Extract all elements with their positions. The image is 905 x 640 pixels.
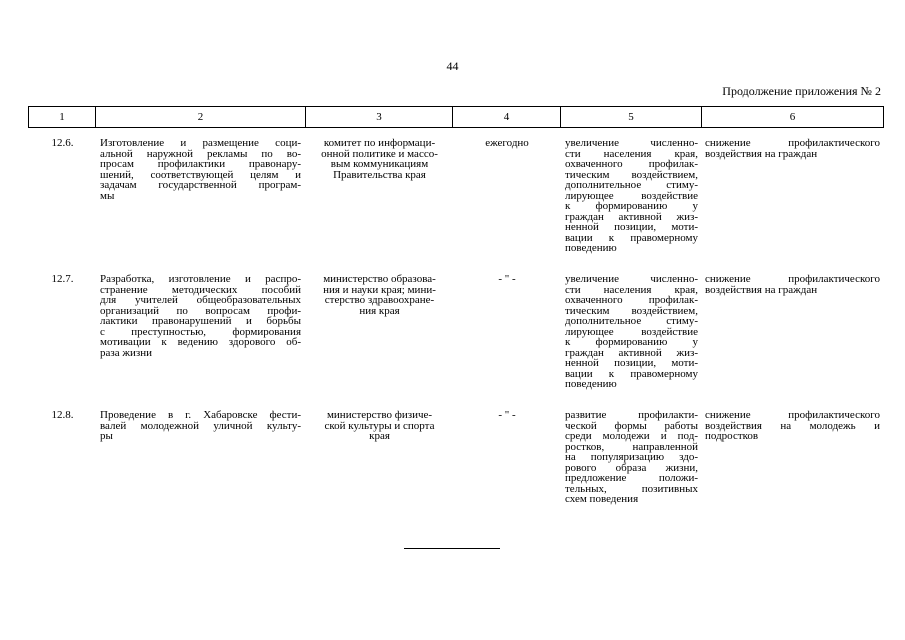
result-line: тельных, позитивных: [565, 482, 698, 495]
result-line: к формированию у: [565, 200, 698, 212]
header-col-3: 3: [306, 107, 453, 127]
page-number: 44: [446, 59, 459, 73]
result-line: охваченного профилак-: [565, 294, 698, 306]
result-line: предложение положи-: [565, 472, 698, 484]
executor-line: ской культуры и спорта: [324, 419, 435, 432]
executor-line: ния и науки края; мини-: [323, 283, 436, 296]
activity-line: задачам государственной програм-: [100, 179, 301, 191]
result-line: тическим воздействием,: [565, 168, 698, 181]
period-cell: - " -: [498, 409, 516, 421]
result-line: увеличение численно-: [565, 273, 698, 285]
executor-line: министерство физиче-: [326, 409, 433, 421]
activity-line: организаций по вопросам профи-: [100, 304, 301, 317]
result-cell: [561, 410, 702, 505]
result-line: на популяризацию здо-: [565, 451, 698, 463]
result-line: лирующее воздействие: [565, 189, 698, 202]
result-line: лирующее воздействие: [565, 325, 698, 338]
activity-line: для учителей общеобразовательных: [100, 294, 301, 306]
executor-line: комитет по информаци-: [323, 137, 436, 149]
result-line: граждан активной жиз-: [565, 210, 698, 223]
result-line: к формированию у: [565, 336, 698, 348]
result-line: поведению: [565, 378, 617, 390]
result-line: развитие профилакти-: [565, 409, 698, 421]
executor-line: онной политике и массо-: [321, 147, 438, 160]
result-line: тическим воздействием,: [565, 304, 698, 317]
effect-line: воздействия на граждан: [705, 147, 818, 160]
result-line: сти населения края,: [565, 147, 698, 160]
activity-line: мотивации к ведению здорового об-: [100, 336, 301, 348]
result-line: схем поведения: [565, 493, 639, 505]
result-line: рового образа жизни,: [565, 461, 698, 474]
activity-line: альной наружной рекламы по во-: [100, 147, 301, 160]
executor-cell: [306, 274, 453, 390]
result-line: охваченного профилак-: [565, 158, 698, 170]
activity-line: Проведение в г. Хабаровске фести-: [100, 409, 301, 421]
activity-line: с преступностью, формирования: [100, 325, 301, 338]
item-number: 12.8.: [51, 409, 74, 421]
header-col-2: 2: [96, 107, 306, 127]
continuation-note: Продолжение приложения № 2: [722, 84, 881, 98]
effect-line: снижение профилактического: [705, 273, 880, 285]
result-line: поведению: [565, 242, 617, 254]
end-rule: [404, 548, 500, 549]
activity-line: Разработка, изготовление и распро-: [100, 273, 301, 285]
activity-line: валей молодежной уличной культу-: [100, 419, 301, 432]
period-cell: ежегодно: [485, 137, 529, 149]
result-cell: [561, 138, 702, 254]
result-line: дополнительное стиму-: [565, 315, 698, 327]
item-number: 12.7.: [51, 273, 74, 285]
executor-cell: [306, 138, 453, 254]
header-col-6: 6: [789, 111, 796, 123]
effect-line: подростков: [705, 430, 759, 442]
result-line: увеличение численно-: [565, 137, 698, 149]
table-row: [29, 138, 883, 274]
table-body: [29, 138, 883, 525]
header-col-1: 1: [29, 107, 96, 127]
executor-line: вым коммуникациям: [330, 158, 429, 170]
executor-line: края: [369, 430, 390, 442]
activity-cell: [96, 410, 306, 505]
executor-line: стерство здравоохране-: [324, 294, 435, 306]
executor-line: Правительства края: [333, 168, 426, 181]
activity-line: шений, соответствующей целям и: [100, 168, 301, 181]
activity-line: Изготовление и размещение соци-: [100, 137, 301, 149]
result-cell: [561, 274, 702, 390]
result-line: вации к правомерному: [565, 231, 698, 244]
header-col-4: 4: [453, 107, 561, 127]
effect-line: воздействия на граждан: [705, 283, 818, 296]
activity-line: мы: [100, 189, 115, 202]
table-row: [29, 410, 883, 525]
effect-cell: [702, 138, 883, 254]
period-cell: - " -: [498, 273, 516, 285]
result-line: ненной позиции, моти-: [565, 221, 698, 233]
activity-line: просам профилактики правонару-: [100, 158, 301, 170]
executor-line: ния края: [359, 304, 400, 317]
executor-line: министерство образова-: [323, 273, 436, 285]
activity-line: странение методических пособий: [100, 283, 301, 296]
effect-line: снижение профилактического: [705, 137, 880, 149]
activity-line: ры: [100, 430, 113, 442]
effect-cell: [702, 274, 883, 390]
result-line: дополнительное стиму-: [565, 179, 698, 191]
activity-cell: [96, 274, 306, 390]
result-line: граждан активной жиз-: [565, 346, 698, 359]
effect-cell: [702, 410, 883, 505]
result-line: среди молодежи и под-: [565, 430, 698, 442]
activity-line: лактики правонарушений и борьбы: [100, 315, 301, 327]
result-line: сти населения края,: [565, 283, 698, 296]
item-number: 12.6.: [51, 137, 74, 149]
table-row: [29, 274, 883, 410]
effect-line: воздействия на молодежь и: [705, 419, 880, 432]
activity-cell: [96, 138, 306, 254]
table-header-row: [28, 106, 884, 128]
effect-line: снижение профилактического: [705, 409, 880, 421]
result-line: ческой формы работы: [565, 419, 698, 432]
result-line: ненной позиции, моти-: [565, 357, 698, 369]
executor-cell: [306, 410, 453, 505]
result-line: ростков, направленной: [565, 440, 698, 453]
result-line: вации к правомерному: [565, 367, 698, 380]
header-col-5: 5: [561, 107, 702, 127]
activity-line: раза жизни: [100, 346, 152, 359]
